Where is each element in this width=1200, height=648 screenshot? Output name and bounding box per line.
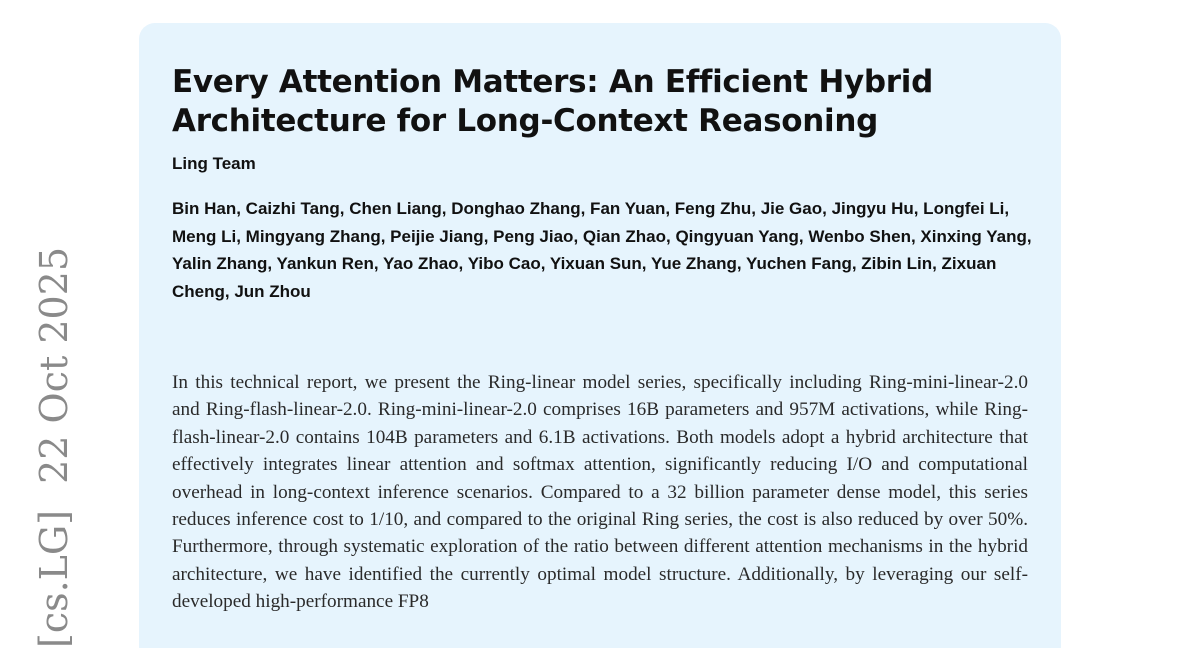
author-list: Bin Han, Caizhi Tang, Chen Liang, Donghao Zhang, Fan Yuan, Feng Zhu, Jie Gao, Jingyu Hu, Longfei Li, Meng Li, Mingyang Zhang, Peijie Jiang, Peng Jiao, Qian Zhao, Qingyuan Yang, Wenbo Shen, Xinxing Yang, Yalin Zhang, Yankun Ren, Yao Zhao, Yibo Cao, Yixuan Sun, Yue Zhang, Yuchen Fang, Zibin Lin, Zixuan Cheng, Jun Zhou [172, 199, 1032, 301]
team-name: Ling Team [172, 154, 256, 173]
paper-title: Every Attention Matters: An Efficient Hybrid Architecture for Long-Context Reasoning [172, 64, 933, 139]
arxiv-sidebar-stamp [30, 0, 78, 648]
arxiv-category: [cs.LG] [32, 509, 76, 648]
arxiv-date: 22 Oct 2025 [32, 246, 76, 484]
paper-header-card [139, 23, 1061, 648]
arxiv-stamp-text [30, 247, 78, 648]
abstract-text: In this technical report, we present the Ring-linear model series, specifically including Ring-mini-linear-2.0 and Ring-flash-linear-2.0. Ring-mini-linear-2.0 comprises 16B parameters and 957M activations, while Ring-flash-linear-2.0 contains 104B parameters and 6.1B activations. Both models adopt a hybrid architecture that effectively integrates linear attention and softmax attention, significantly reducing I/O and computational overhead in long-context inference scenarios. Compared to a 32 billion parameter dense model, this series reduces inference cost to 1/10, and compared to the original Ring series, the cost is also reduced by over 50%. Furthermore, through systematic exploration of the ratio between different attention mechanisms in the hybrid architecture, we have identified the currently optimal model structure. Additionally, by leveraging our self-developed high-performance FP8 [172, 372, 1028, 613]
